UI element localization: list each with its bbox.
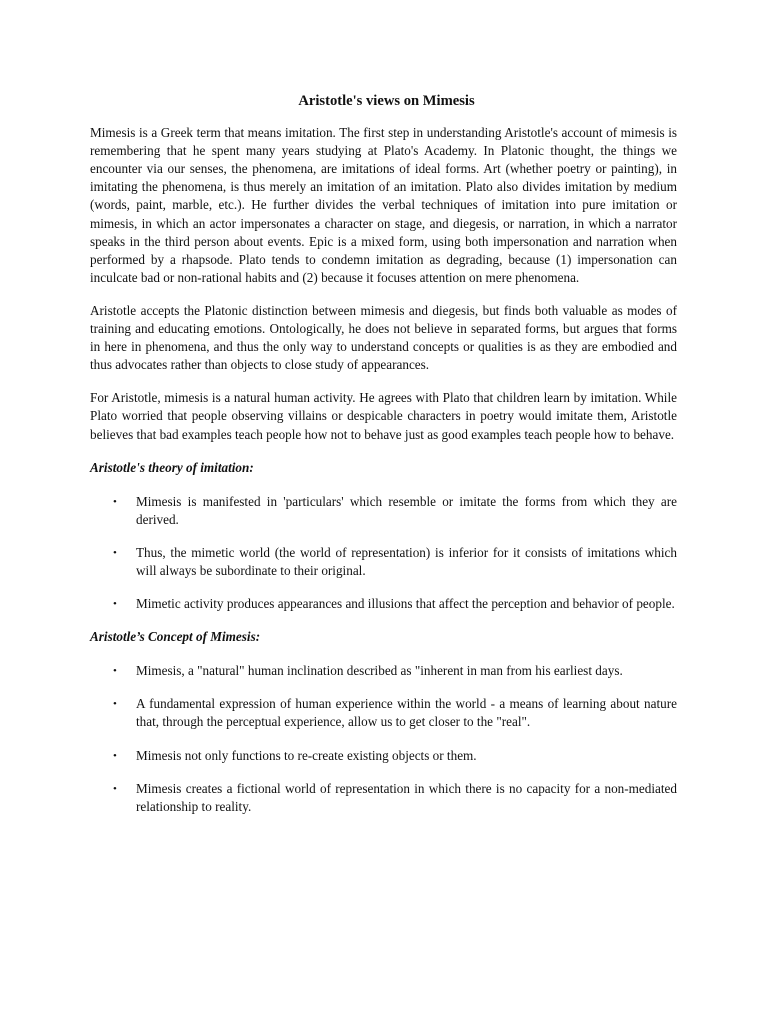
document-page [90, 92, 677, 831]
paragraph-plato-mimesis: Mimesis is a Greek term that means imitation. The first step in understanding Aristotle's account of mimesis is remembering that he spent many years studying at Plato's Academy. In Platonic thought, the things we encounter via our senses, the phenomena, are imitations of ideal forms. Art (whether poetry or painting), in imitating the phenomena, is thus merely an imitation of an imitation. Plato also divides imitation by medium (words, paint, marble, etc.). He further divides the verbal techniques of imitation into pure imitation or mimesis, in which an actor impersonates a character on stage, and diegesis, or narration, in which a narrator speaks in the third person about events. Epic is a mixed form, using both impersonation and narration when performed by a rhapsode. Plato tends to condemn imitation as degrading, because (1) impersonation can inculcate bad or non-rational habits and (2) because it focuses attention on mere phenomena. [90, 125, 677, 285]
paragraph-natural-activity: For Aristotle, mimesis is a natural human activity. He agrees with Plato that children learn by imitation. While Plato worried that people observing villains or despicable characters in poetry would imitate them, Aristotle believes that bad examples teach people how not to behave just as good examples teach people how to behave. [90, 390, 677, 442]
concept-bullet-list [90, 662, 677, 816]
list-item [90, 780, 677, 816]
section-heading-theory: Aristotle's theory of imitation: [90, 459, 254, 475]
list-item [90, 747, 677, 765]
bullet-icon: • [113, 698, 117, 711]
list-item-text: Mimesis is manifested in 'particulars' which resemble or imitate the forms from which they are derived. [136, 493, 677, 527]
theory-bullet-list [90, 493, 677, 613]
bullet-icon: • [113, 665, 117, 678]
paragraph-aristotle-accepts: Aristotle accepts the Platonic distinction between mimesis and diegesis, but finds both valuable as modes of training and educating emotions. Ontologically, he does not believe in separated forms, but argues that forms in here in phenomena, and thus the only way to understand concepts or qualities is as they are embodied and thus advocates rather than objects to close study of appearances. [90, 302, 677, 373]
bullet-icon: • [113, 782, 117, 795]
list-item [90, 695, 677, 731]
list-item-text: Mimesis creates a fictional world of representation in which there is no capacity for a non-mediated relationship to reality. [136, 780, 677, 814]
bullet-icon: • [113, 598, 117, 611]
bullet-icon: • [113, 749, 117, 762]
section-heading-concept: Aristotle’s Concept of Mimesis: [90, 629, 261, 645]
bullet-icon: • [113, 495, 117, 508]
list-item [90, 662, 677, 680]
list-item-text: A fundamental expression of human experience within the world - a means of learning about nature that, through the perceptual experience, allow us to get closer to the "real". [136, 696, 677, 730]
document-title: Aristotle's views on Mimesis [298, 93, 475, 109]
bullet-icon: • [113, 546, 117, 559]
list-item-text: Mimesis, a "natural" human inclination described as "inherent in man from his earliest days. [136, 663, 623, 679]
list-item [90, 595, 677, 613]
list-item [90, 544, 677, 580]
list-item-text: Mimesis not only functions to re-create existing objects or them. [136, 747, 477, 763]
list-item [90, 493, 677, 529]
list-item-text: Mimetic activity produces appearances and illusions that affect the perception and behavior of people. [136, 596, 675, 612]
list-item-text: Thus, the mimetic world (the world of representation) is inferior for it consists of imitations which will always be subordinate to their original. [136, 544, 677, 578]
